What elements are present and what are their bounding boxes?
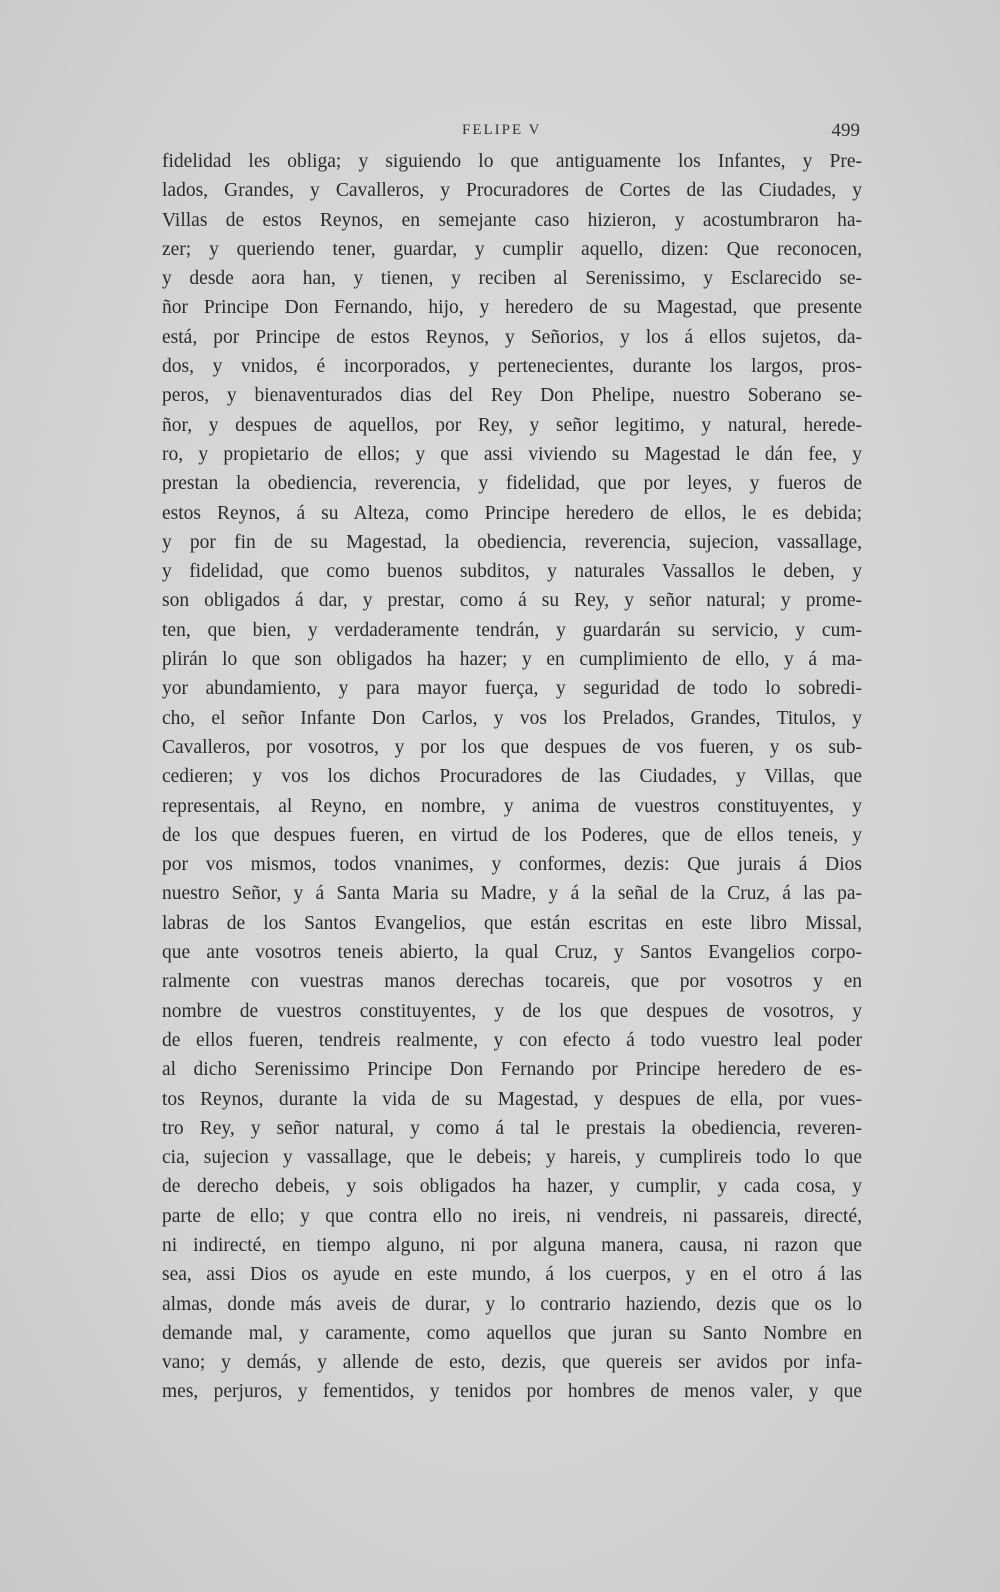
text-line: ten, que bien, y verdaderamente tendrán, y guardarán su servicio, y cum- xyxy=(162,619,862,641)
running-head xyxy=(160,122,860,146)
text-line: de los que despues fueren, en virtud de los Poderes, que de ellos teneis, y xyxy=(162,824,862,846)
text-line: almas, donde más aveis de durar, y lo contrario haziendo, dezis que os lo xyxy=(162,1293,862,1315)
text-line: cho, el señor Infante Don Carlos, y vos los Prelados, Grandes, Titulos, y xyxy=(162,707,862,729)
text-line: cia, sujecion y vassallage, que le debeis; y hareis, y cumplireis todo lo que xyxy=(162,1147,862,1169)
body-text xyxy=(162,147,862,1407)
text-line: y desde aora han, y tienen, y reciben al Serenissimo, y Esclarecido se- xyxy=(162,268,862,290)
text-line: tos Reynos, durante la vida de su Magestad, y despues de ella, por vues- xyxy=(162,1088,862,1110)
text-line: que ante vosotros teneis abierto, la qual Cruz, y Santos Evangelios corpo- xyxy=(162,942,862,964)
text-line: está, por Principe de estos Reynos, y Señorios, y los á ellos sujetos, da- xyxy=(162,326,862,348)
text-line: de ellos fueren, tendreis realmente, y con efecto á todo vuestro leal poder xyxy=(162,1029,862,1051)
text-line: son obligados á dar, y prestar, como á su Rey, y señor natural; y prome- xyxy=(162,590,862,612)
running-title: FELIPE V xyxy=(462,122,542,138)
text-line: ni indirecté, en tiempo alguno, ni por alguna manera, causa, ni razon que xyxy=(162,1234,862,1256)
text-line: labras de los Santos Evangelios, que están escritas en este libro Missal, xyxy=(162,912,862,934)
text-line: y fidelidad, que como buenos subditos, y naturales Vassallos le deben, y xyxy=(162,561,862,583)
text-line: por vos mismos, todos vnanimes, y conformes, dezis: Que jurais á Dios xyxy=(162,854,862,876)
text-line: zer; y queriendo tener, guardar, y cumplir aquello, dizen: Que reconocen, xyxy=(162,238,862,260)
text-line: ralmente con vuestras manos derechas tocareis, que por vosotros y en xyxy=(162,971,862,993)
text-line: nuestro Señor, y á Santa Maria su Madre, y á la señal de la Cruz, á las pa- xyxy=(162,883,862,905)
text-line: Cavalleros, por vosotros, y por los que despues de vos fueren, y os sub- xyxy=(162,736,862,758)
text-line: yor abundamiento, y para mayor fuerça, y seguridad de todo lo sobredi- xyxy=(162,678,862,700)
text-line: plirán lo que son obligados ha hazer; y en cumplimiento de ello, y á ma- xyxy=(162,649,862,671)
text-line: representais, al Reyno, en nombre, y anima de vuestros constituyentes, y xyxy=(162,795,862,817)
text-line: cedieren; y vos los dichos Procuradores de las Ciudades, y Villas, que xyxy=(162,766,862,788)
text-line: prestan la obediencia, reverencia, y fidelidad, que por leyes, y fueros de xyxy=(162,473,862,495)
text-line: al dicho Serenissimo Principe Don Fernando por Principe heredero de es- xyxy=(162,1059,862,1081)
text-line: mes, perjuros, y fementidos, y tenidos por hombres de menos valer, y que xyxy=(162,1381,862,1403)
page-number: 499 xyxy=(831,120,860,141)
text-line: sea, assi Dios os ayude en este mundo, á los cuerpos, y en el otro á las xyxy=(162,1264,862,1286)
text-line: parte de ello; y que contra ello no ireis, ni vendreis, ni passareis, directé, xyxy=(162,1205,862,1227)
text-line: estos Reynos, á su Alteza, como Principe heredero de ellos, le es debida; xyxy=(162,502,862,524)
text-line: ñor Principe Don Fernando, hijo, y heredero de su Magestad, que presente xyxy=(162,297,862,319)
text-line: lados, Grandes, y Cavalleros, y Procuradores de Cortes de las Ciudades, y xyxy=(162,180,862,202)
text-line: Villas de estos Reynos, en semejante caso hizieron, y acostumbraron ha- xyxy=(162,209,862,231)
text-line: peros, y bienaventurados dias del Rey Don Phelipe, nuestro Soberano se- xyxy=(162,385,862,407)
text-line: de derecho debeis, y sois obligados ha hazer, y cumplir, y cada cosa, y xyxy=(162,1176,862,1198)
text-line: demande mal, y caramente, como aquellos que juran su Santo Nombre en xyxy=(162,1322,862,1344)
text-line: nombre de vuestros constituyentes, y de los que despues de vosotros, y xyxy=(162,1000,862,1022)
text-line: vano; y demás, y allende de esto, dezis, que quereis ser avidos por infa- xyxy=(162,1352,862,1374)
text-line: dos, y vnidos, é incorporados, y pertenecientes, durante los largos, pros- xyxy=(162,356,862,378)
text-line: y por fin de su Magestad, la obediencia, reverencia, sujecion, vassallage, xyxy=(162,531,862,553)
text-line: fidelidad les obliga; y siguiendo lo que antiguamente los Infantes, y Pre- xyxy=(162,151,862,172)
text-line: ñor, y despues de aquellos, por Rey, y señor legitimo, y natural, herede- xyxy=(162,414,862,436)
text-line: ro, y propietario de ellos; y que assi viviendo su Magestad le dán fee, y xyxy=(162,443,862,465)
text-line: tro Rey, y señor natural, y como á tal le prestais la obediencia, reveren- xyxy=(162,1117,862,1139)
